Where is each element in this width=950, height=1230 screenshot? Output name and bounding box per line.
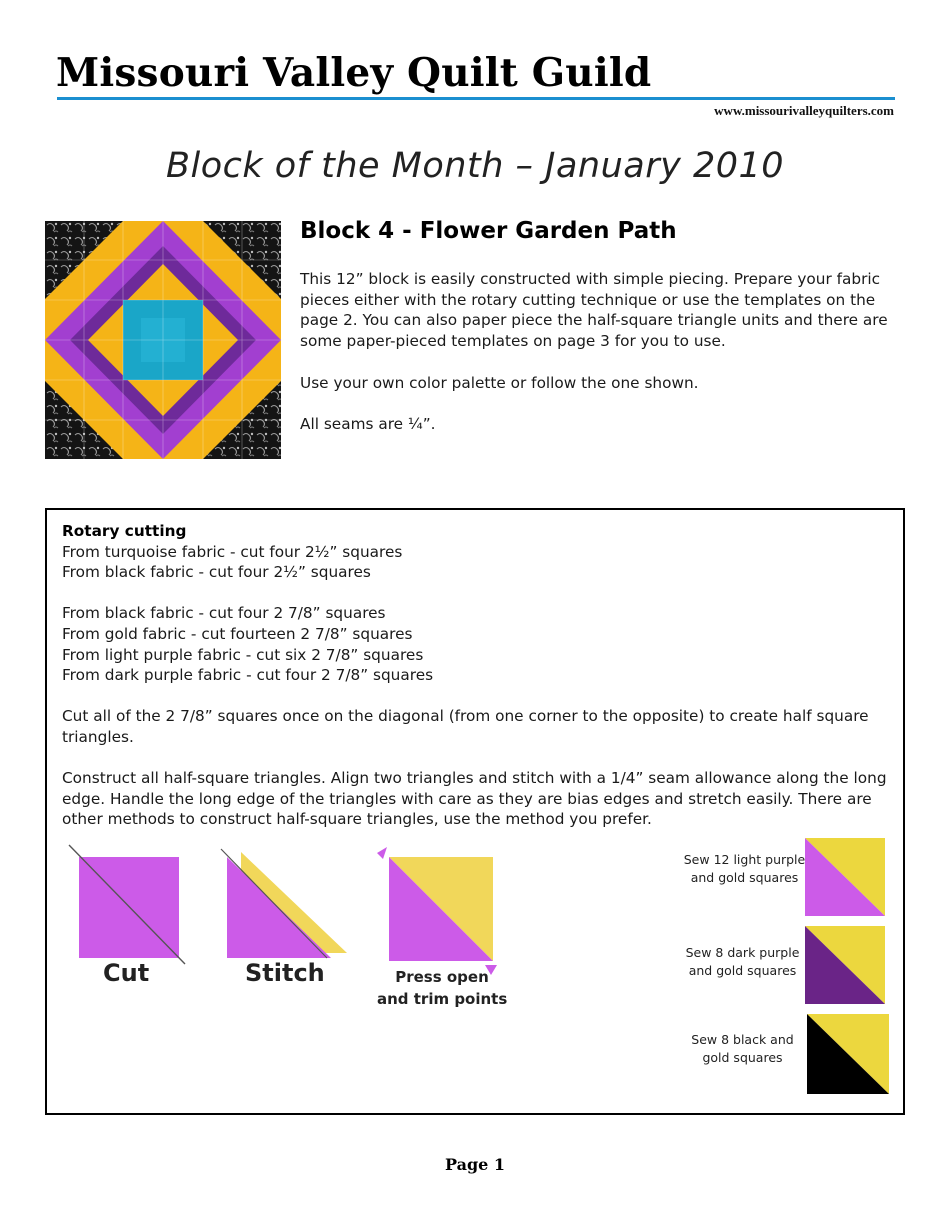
website-url: www.missourivalleyquilters.com: [714, 103, 894, 118]
spacer: [62, 583, 892, 604]
guild-title: Missouri Valley Quilt Guild: [56, 50, 652, 96]
cut-line: From dark purple fabric - cut four 2 7/8” squares: [62, 666, 434, 685]
press-label-line: and trim points: [377, 990, 508, 1008]
rotary-cutting-label: Rotary cutting: [62, 522, 187, 540]
hst-steps-diagram: [65, 843, 525, 1043]
cutting-instructions: [62, 521, 892, 830]
press-label-line: Press open: [395, 968, 489, 986]
cut-line: From black fabric - cut four 2½” squares: [62, 563, 371, 582]
page-number: Page 1: [444, 1155, 506, 1174]
flower-garden-path-block-image: [45, 221, 281, 459]
spacer: [62, 686, 892, 707]
block-intro: [300, 269, 890, 455]
trim-point-marker: [377, 847, 387, 859]
cut-line: From turquoise fabric - cut four 2½” squares: [62, 542, 403, 561]
step-press-label: [377, 966, 507, 1010]
sew-unit-label: Sew 8 black and gold squares: [691, 1032, 794, 1065]
spacer: [62, 748, 892, 769]
hst-dark-purple-gold-square: [805, 926, 885, 1004]
cut-line: From gold fabric - cut fourteen 2 7/8” squares: [62, 624, 413, 643]
title-rule: [57, 97, 895, 100]
hst-black-gold-square: [807, 1014, 889, 1094]
construct-paragraph: Construct all half-square triangles. Align two triangles and stitch with a 1/4” seam allowance along the long edge. Handle the long edge of the triangles with care as they are bias edges and stretch easily. There are other methods to construct half-square triangles, use the method you prefer.: [62, 769, 887, 829]
cut-line: From light purple fabric - cut six 2 7/8” squares: [62, 645, 424, 664]
intro-paragraph: This 12” block is easily constructed with simple piecing. Prepare your fabric pieces either with the rotary cutting technique or use the templates on the page 2. You can also paper piece the half-square triangle units and there are some paper-pieced templates on page 3 for you to use.: [300, 270, 888, 351]
block-of-month-title: Block of the Month – January 2010: [165, 146, 785, 186]
cut-line: From black fabric - cut four 2 7/8” squares: [62, 604, 386, 623]
intro-paragraph: Use your own color palette or follow the one shown.: [300, 373, 699, 392]
block-heading: Block 4 - Flower Garden Path: [300, 218, 677, 244]
rotary-cutting-box: [45, 508, 905, 1115]
step-stitch-label: Stitch: [245, 959, 325, 987]
hst-light-purple-gold-square: [805, 838, 885, 916]
intro-paragraph: All seams are ¼”.: [300, 414, 436, 433]
sew-unit-label: Sew 12 light purple and gold squares: [683, 852, 806, 885]
diagonal-cut-paragraph: Cut all of the 2 7/8” squares once on the diagonal (from one corner to the opposite) to create half square triangles.: [62, 707, 869, 746]
step-cut-label: Cut: [103, 959, 150, 987]
sew-unit-label: Sew 8 dark purple and gold squares: [685, 945, 800, 978]
